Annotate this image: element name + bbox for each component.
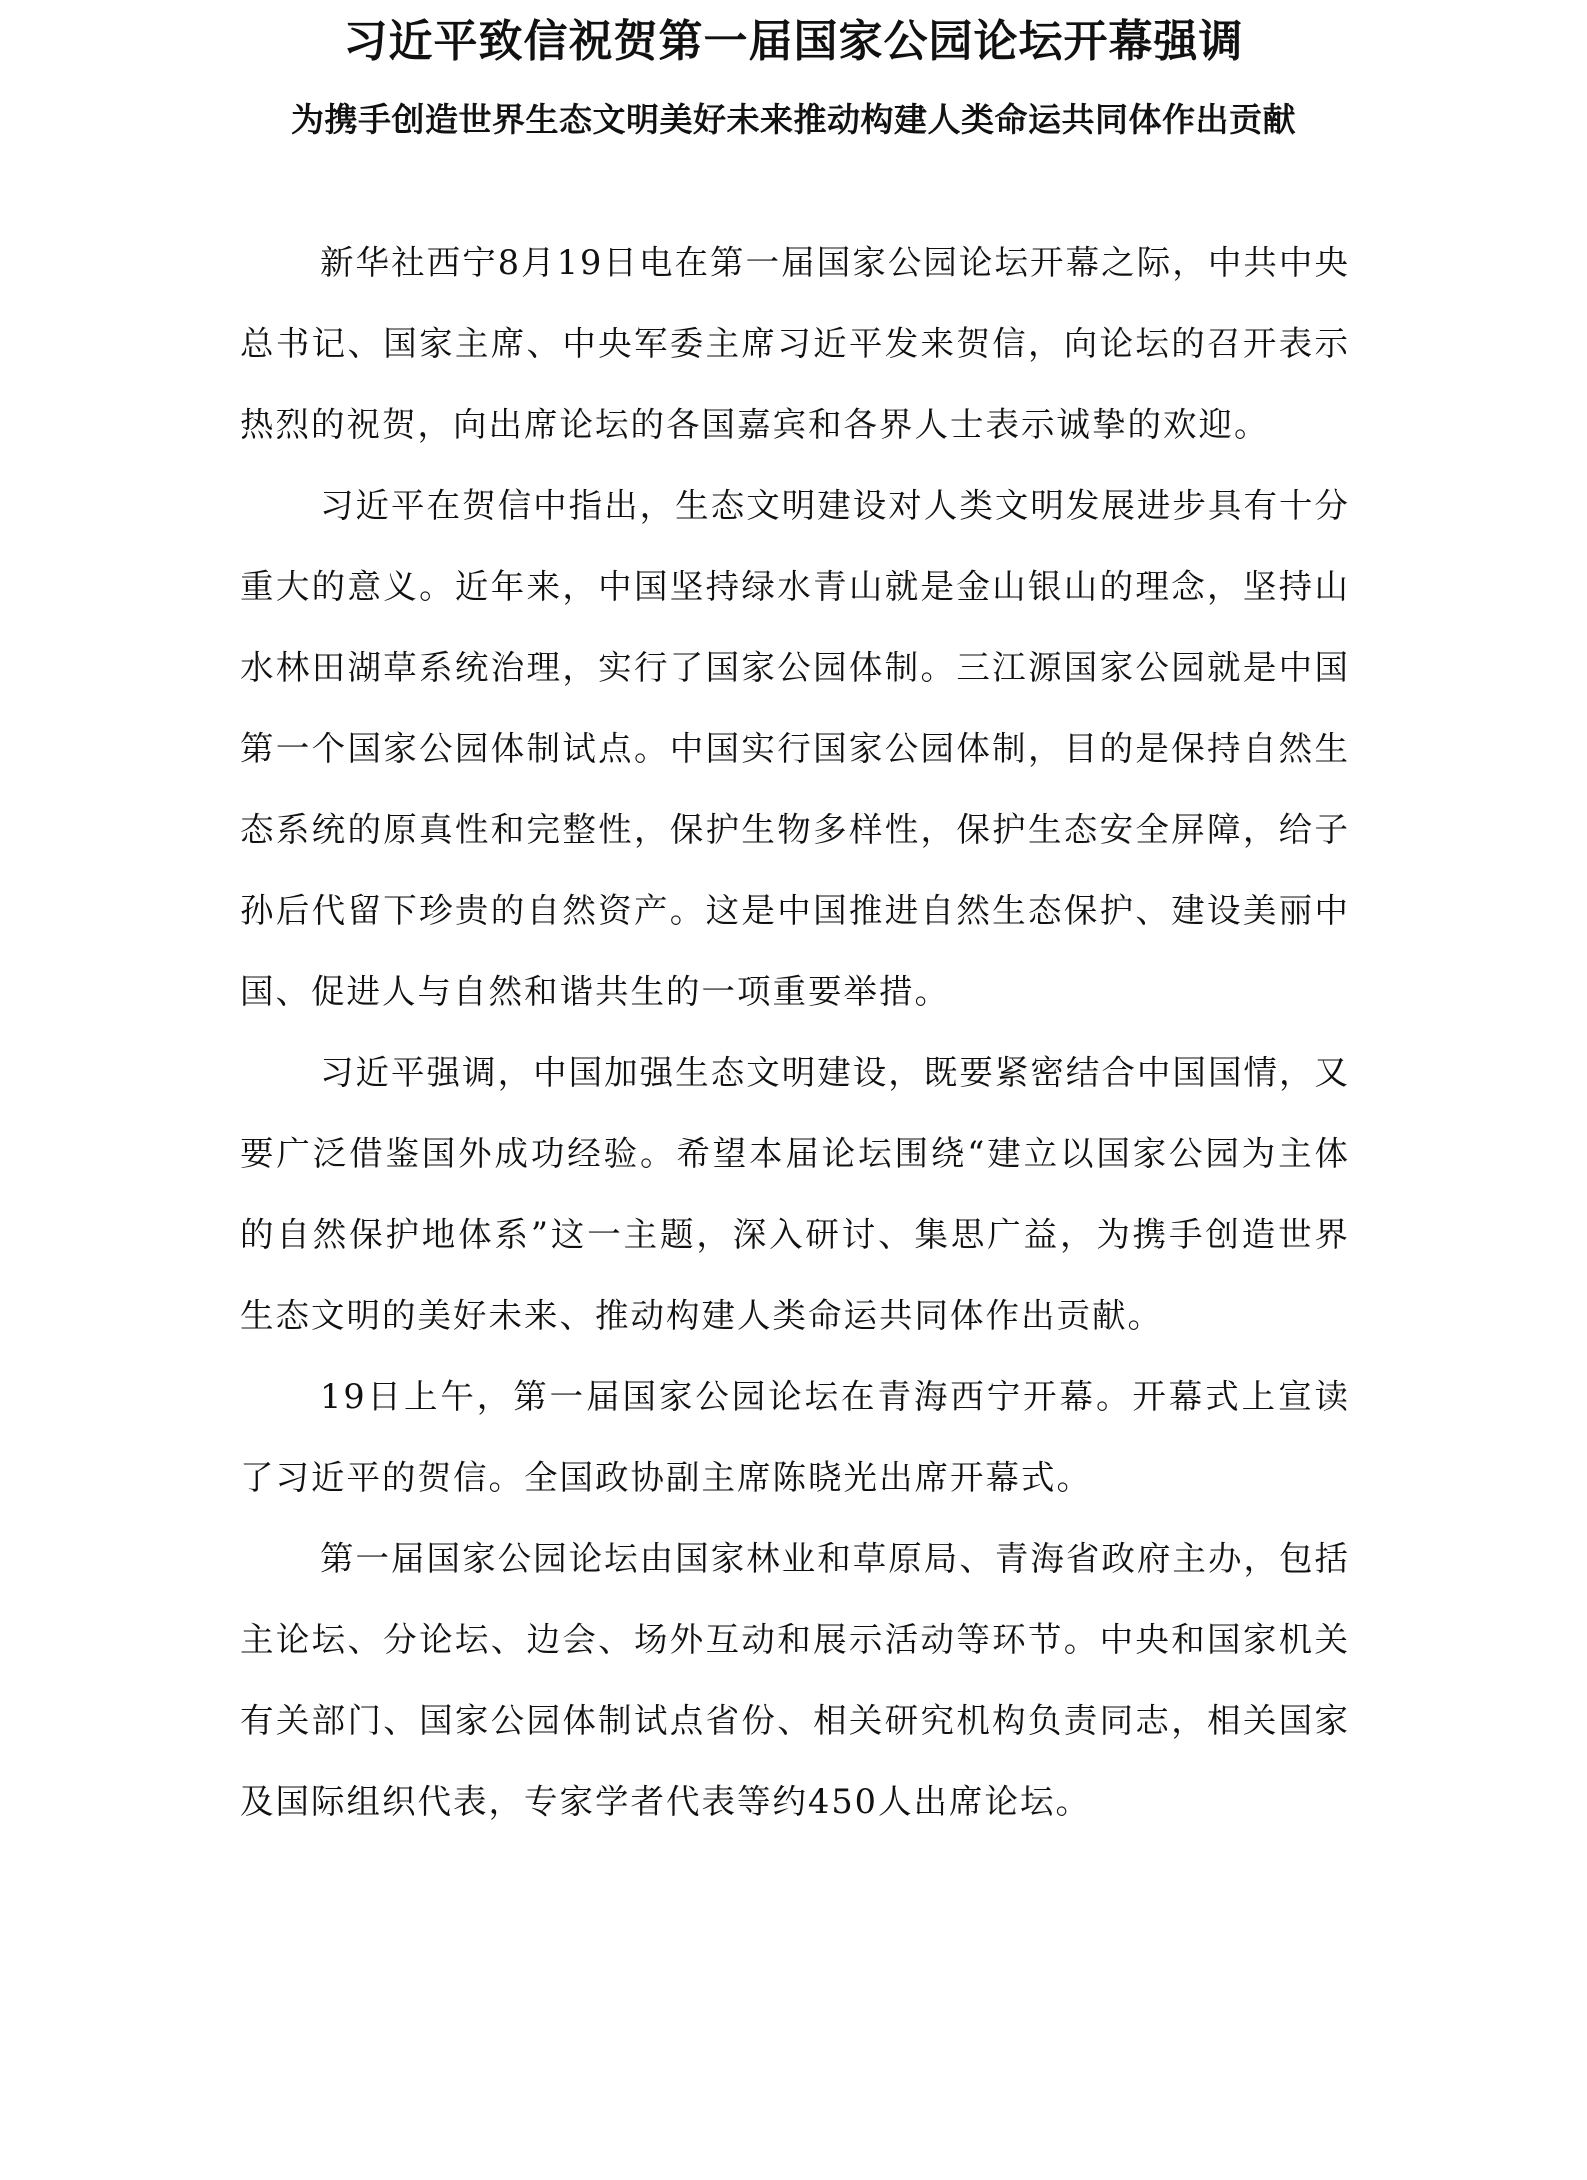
document-subtitle: 为携手创造世界生态文明美好未来推动构建人类命运共同体作出贡献 [291, 100, 1296, 139]
document-title: 习近平致信祝贺第一届国家公园论坛开幕强调 [343, 16, 1244, 67]
paragraph-1: 新华社西宁8月19日电在第一届国家公园论坛开幕之际，中共中央总书记、国家主席、中央军委主席习近平发来贺信，向论坛的召开表示热烈的祝贺，向出席论坛的各国嘉宾和各界人士表示诚挚的欢迎。 [240, 243, 1350, 444]
paragraph-2: 习近平在贺信中指出，生态文明建设对人类文明发展进步具有十分重大的意义。近年来，中国坚持绿水青山就是金山银山的理念，坚持山水林田湖草系统治理，实行了国家公园体制。三江源国家公园就是中国第一个国家公园体制试点。中国实行国家公园体制，目的是保持自然生态系统的原真性和完整性，保护生物多样性，保护生态安全屏障，给子孙后代留下珍贵的自然资产。这是中国推进自然生态保护、建设美丽中国、促进人与自然和谐共生的一项重要举措。 [240, 486, 1350, 1011]
paragraph-4: 19日上午，第一届国家公园论坛在青海西宁开幕。开幕式上宣读了习近平的贺信。全国政协副主席陈晓光出席开幕式。 [240, 1377, 1350, 1497]
article-body [240, 222, 1350, 1842]
paragraph-5: 第一届国家公园论坛由国家林业和草原局、青海省政府主办，包括主论坛、分论坛、边会、场外互动和展示活动等环节。中央和国家机关有关部门、国家公园体制试点省份、相关研究机构负责同志，相关国家及国际组织代表，专家学者代表等约450人出席论坛。 [240, 1539, 1350, 1821]
paragraph-3: 习近平强调，中国加强生态文明建设，既要紧密结合中国国情，又要广泛借鉴国外成功经验。希望本届论坛围绕“建立以国家公园为主体的自然保护地体系”这一主题，深入研讨、集思广益，为携手创造世界生态文明的美好未来、推动构建人类命运共同体作出贡献。 [240, 1053, 1350, 1335]
